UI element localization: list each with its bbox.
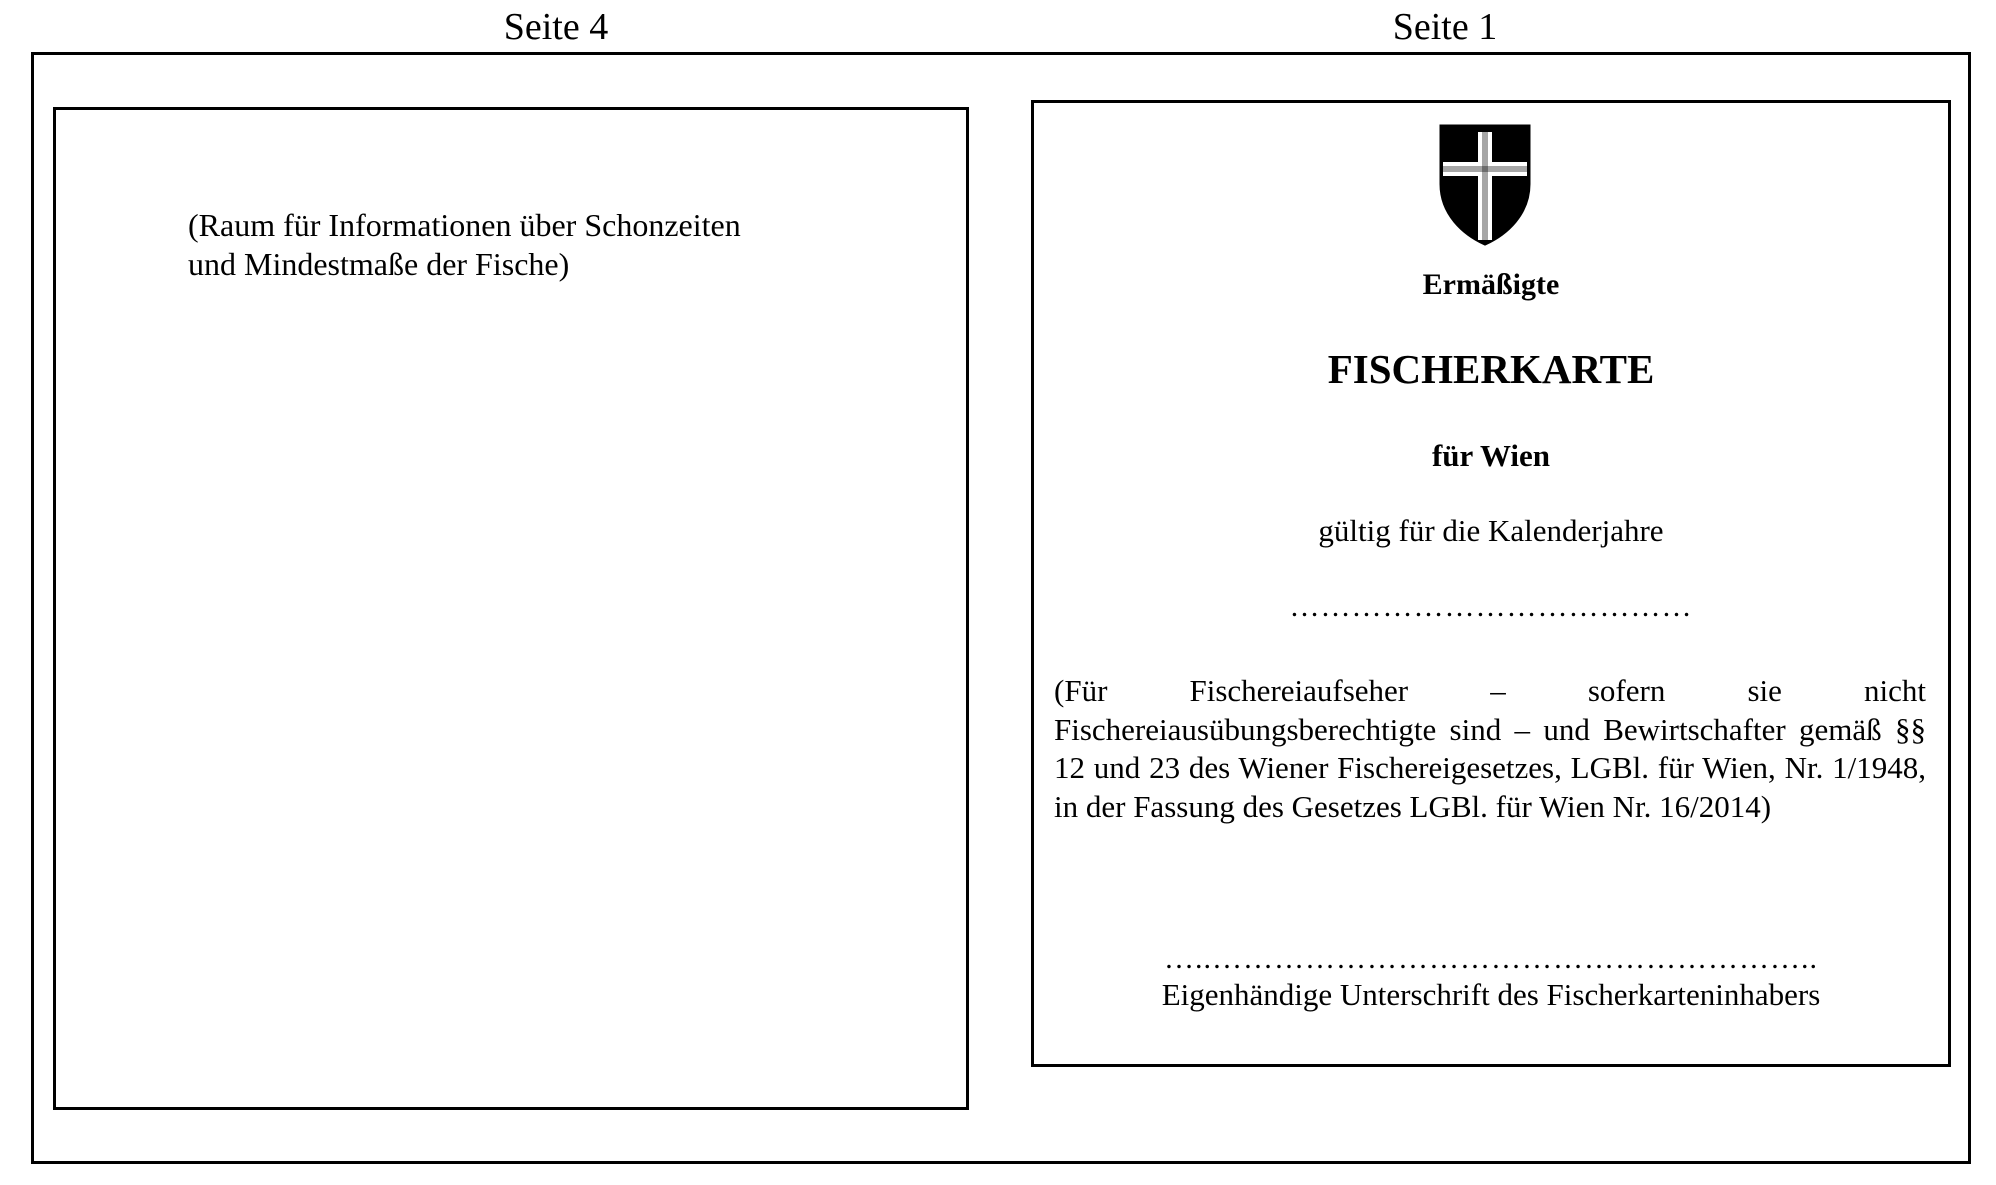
- schonzeiten-line-1: (Raum für Informationen über Schonzeiten: [188, 207, 741, 243]
- card-subtitle: Ermäßigte: [1422, 268, 1560, 301]
- card-title: FISCHERKARTE: [1327, 346, 1655, 392]
- page-label-seite-1: Seite 1: [1392, 6, 1498, 48]
- schonzeiten-line-2: und Mindestmaße der Fische): [188, 246, 570, 282]
- signature-caption: Eigenhändige Unterschrift des Fischerkarteninhabers: [1161, 977, 1821, 1012]
- vienna-coat-of-arms-icon: [1437, 122, 1533, 248]
- page-label-seite-4: Seite 4: [503, 6, 609, 48]
- card-city: für Wien: [1431, 438, 1550, 473]
- page-1-panel: [1031, 100, 1951, 1067]
- years-fill-in-line: …………………………………: [1289, 590, 1693, 623]
- page-4-panel: [53, 107, 969, 1110]
- validity-text: gültig für die Kalenderjahre: [1318, 513, 1664, 548]
- signature-fill-in-line: …..…………………………………………………..: [1164, 942, 1818, 975]
- notice-paragraph: (Für Fischereiaufseher – sofern sie nicht Fischereiausübungsberechtigte sind – und Bewirtschafter gemäß §§ 12 und 23 des Wiener Fischereigesetzes, LGBl. für Wien, Nr. 1/1948, in der Fassung des Gesetzes LGBl. für Wien Nr. 16/2014): [1054, 673, 1926, 824]
- schonzeiten-info-text: [188, 206, 888, 284]
